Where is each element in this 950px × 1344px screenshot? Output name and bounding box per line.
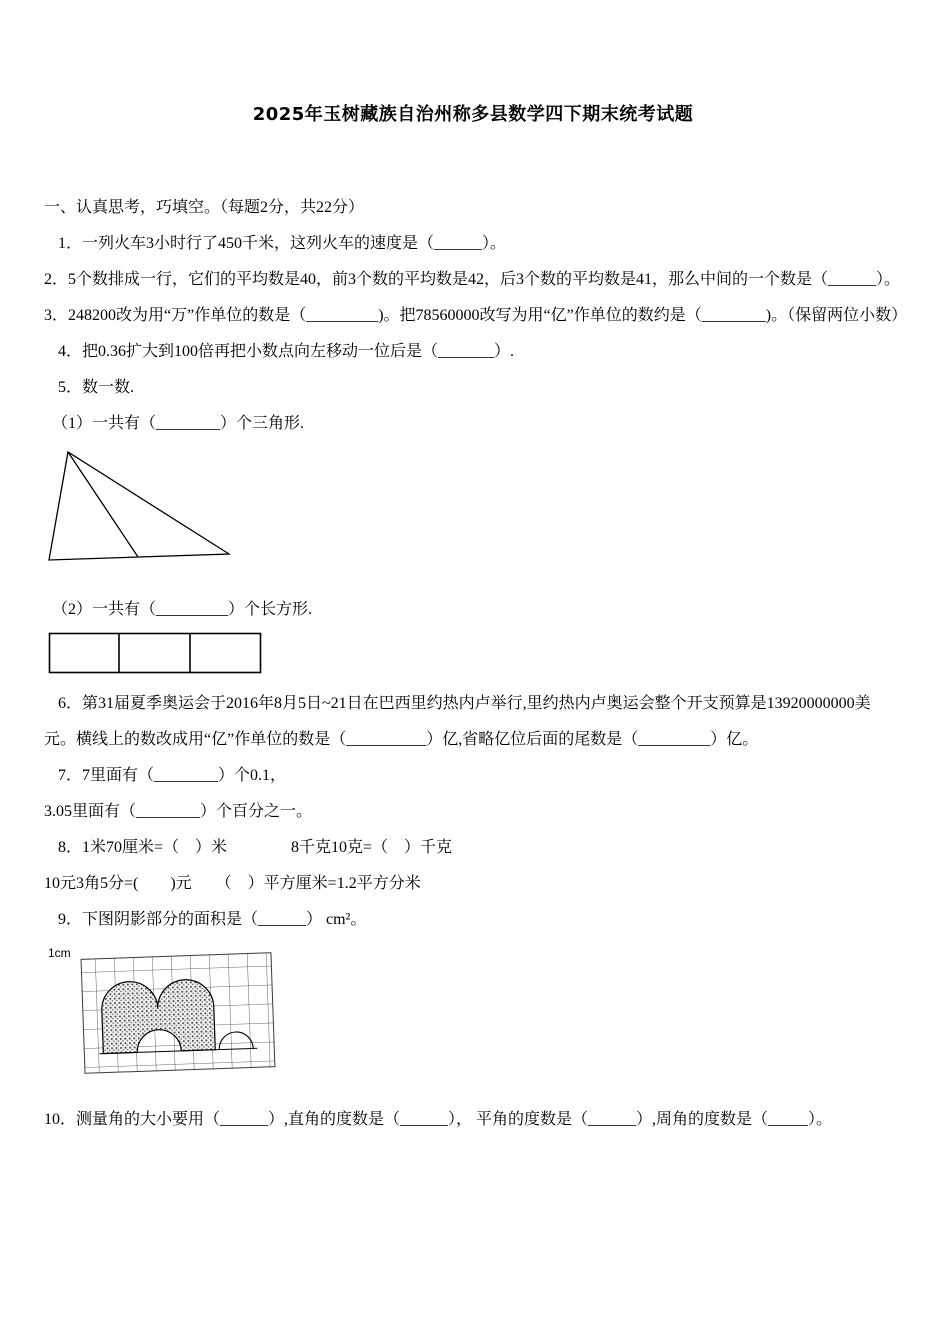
- triangle-figure: [46, 448, 902, 566]
- rectangles-figure-svg: [48, 632, 262, 674]
- question-1: 1．一列火车3小时行了450千米，这列火车的速度是（______）。: [58, 235, 507, 252]
- question-2: 2．5个数排成一行，它们的平均数是40，前3个数的平均数是42，后3个数的平均数是41，那么中间的一个数是（______）。: [44, 271, 901, 288]
- shaded-grid-figure-svg: [76, 947, 280, 1082]
- grid-unit-label: 1cm: [48, 946, 71, 960]
- section-1-header: 一、认真思考，巧填空。（每题2分，共22分）: [44, 199, 365, 216]
- question-5: 5．数一数.: [58, 379, 135, 396]
- question-9: 9．下图阴影部分的面积是（______） cm²。: [58, 911, 367, 928]
- question-4: 4．把0.36扩大到100倍再把小数点向左移动一位后是（_______）.: [58, 343, 515, 360]
- question-10: 10．测量角的大小要用（______）,直角的度数是（______）， 平角的度数是（______）,周角的度数是（_____）。: [44, 1111, 833, 1128]
- question-7-line1: 7．7里面有（________）个0.1，: [58, 767, 287, 784]
- question-8-line1: 8．1米70厘米=（ ）米 8千克10克=（ ）千克: [58, 839, 453, 856]
- rectangles-figure: [48, 632, 902, 674]
- question-7-line2: 3.05里面有（________）个百分之一。: [44, 803, 313, 820]
- question-8-line2: 10元3角5分=( )元 （ ）平方厘米=1.2平方分米: [44, 875, 421, 892]
- question-5-part1: （1）一共有（________）个三角形.: [52, 415, 305, 432]
- question-3: 3．248200改为用“万”作单位的数是（_________)。把78560000改写为用“亿”作单位的数约是（________)。（保留两位小数）: [44, 307, 908, 324]
- page-title: 2025年玉树藏族自治州称多县数学四下期末统考试题: [252, 104, 694, 125]
- shaded-grid-figure: [48, 946, 902, 1086]
- question-6: 6．第31届夏季奥运会于2016年8月5日~21日在巴西里约热内卢举行,里约热内卢奥运会整个开支预算是13920000000美元。横线上的数改成用“亿”作单位的数是（__________）亿,省略亿位后面的尾数是（_________）亿。: [44, 695, 871, 748]
- triangle-figure-svg: [46, 448, 281, 566]
- question-5-part2: （2）一共有（_________）个长方形.: [52, 601, 313, 618]
